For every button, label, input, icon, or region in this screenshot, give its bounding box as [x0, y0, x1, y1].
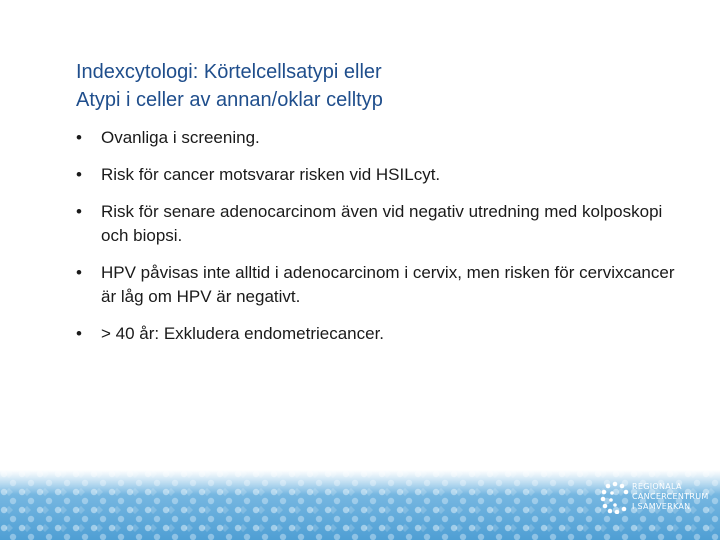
bullet-item [76, 322, 676, 346]
bullet-item [76, 200, 676, 248]
rcc-logo [600, 478, 718, 538]
bullet-marker: • [76, 165, 82, 184]
bullet-marker: • [76, 202, 82, 221]
bullet-marker: • [76, 128, 82, 147]
logo-line-1: REGIONALA [632, 482, 682, 491]
bullet-marker: • [76, 324, 82, 343]
bullet-item [76, 163, 676, 187]
rcc-logo-mark-icon [600, 480, 630, 514]
bullet-item [76, 261, 676, 309]
bullet-item [76, 126, 676, 150]
bullet-text: > 40 år: Exkludera endometriecancer. [101, 324, 385, 343]
slide-title-line-2: Atypi i celler av annan/oklar celltyp [76, 89, 383, 111]
bullet-list [76, 126, 676, 359]
slide-title [76, 58, 676, 114]
bullet-marker: • [76, 263, 82, 282]
logo-line-3: I SAMVERKAN [632, 502, 691, 511]
bullet-text: HPV påvisas inte alltid i adenocarcinom i cervix, men risken för cervixcancer är låg om HPV är negativt. [101, 263, 675, 306]
rcc-logo-text [632, 482, 709, 512]
slide-title-line-1: Indexcytologi: Körtelcellsatypi eller [76, 61, 382, 83]
logo-line-2: CANCERCENTRUM [632, 492, 709, 501]
bullet-text: Ovanliga i screening. [101, 128, 260, 147]
bullet-text: Risk för senare adenocarcinom även vid negativ utredning med kolposkopi och biopsi. [101, 202, 663, 245]
bullet-text: Risk för cancer motsvarar risken vid HSILcyt. [101, 165, 441, 184]
